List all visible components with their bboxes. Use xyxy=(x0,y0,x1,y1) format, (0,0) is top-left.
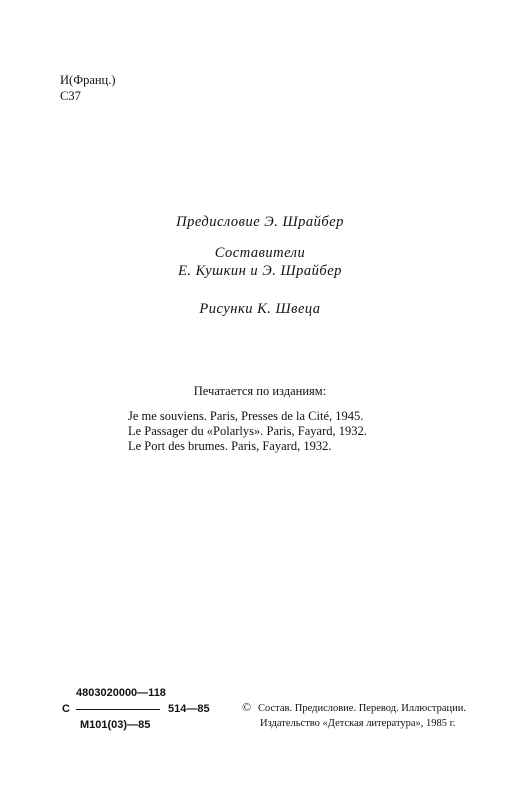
catalog-code-middle xyxy=(62,701,210,717)
fraction-rule xyxy=(76,709,160,710)
author-mark: С37 xyxy=(60,89,81,103)
copyright-block xyxy=(242,700,466,731)
sources-heading: Печатается по изданиям: xyxy=(193,384,327,398)
sources-list xyxy=(128,409,367,454)
source-item: Je me souviens. Paris, Presses de la Cité, 1945. xyxy=(128,409,364,423)
compilers-names-text: Е. Кушкин и Э. Шрайбер xyxy=(178,263,342,279)
compilers-label-text: Составители xyxy=(214,245,306,261)
source-item: Le Port des brumes. Paris, Fayard, 1932. xyxy=(128,439,332,453)
copyright-icon: © xyxy=(242,700,252,714)
preface-text: Предисловие Э. Шрайбер xyxy=(176,214,344,230)
illustrations-text: Рисунки К. Швеца xyxy=(199,301,321,317)
catalog-letter: С xyxy=(62,703,70,715)
catalog-code-top: 4803020000—118 xyxy=(76,687,166,699)
compilers-names xyxy=(0,263,520,280)
catalog-code-block xyxy=(62,685,210,733)
copyright-line-1 xyxy=(242,700,466,716)
compilers-label xyxy=(0,245,520,262)
catalog-code-right: 514—85 xyxy=(168,703,210,715)
preface-credit xyxy=(0,214,520,231)
illustrations-credit xyxy=(0,301,520,318)
copyright-line-2: Издательство «Детская литература», 1985 г. xyxy=(260,718,456,729)
library-classification xyxy=(60,72,116,104)
catalog-code-bottom: М101(03)—85 xyxy=(80,719,151,731)
copyright-text-1: Состав. Предисловие. Перевод. Иллюстрации. xyxy=(258,703,466,714)
classification-index: И(Франц.) xyxy=(60,73,116,87)
source-item: Le Passager du «Polarlys». Paris, Fayard, 1932. xyxy=(128,424,367,438)
